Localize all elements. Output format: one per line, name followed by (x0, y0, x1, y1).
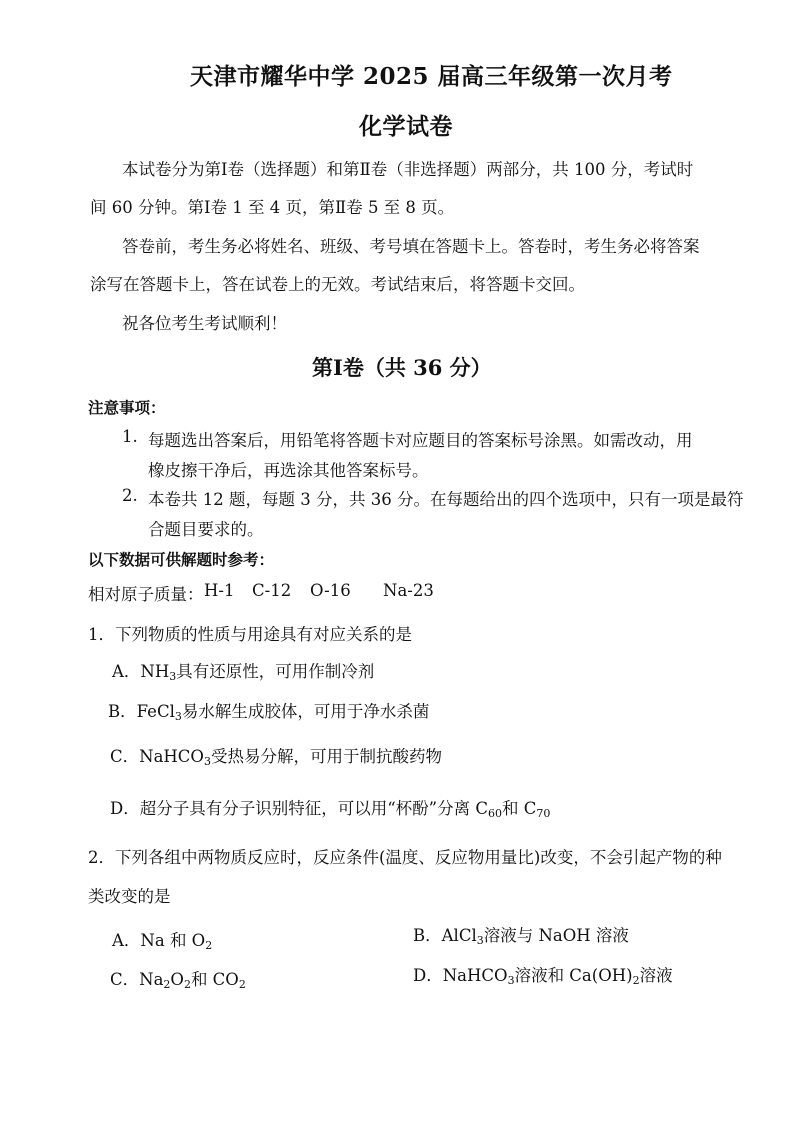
option-text: 超分子具有分子识别特征，可以用“杯酚”分离 C (139, 799, 488, 818)
option-text: 溶液 (639, 966, 673, 985)
intro-line: 间 60 分钟。第Ⅰ卷 1 至 4 页，第Ⅱ卷 5 至 8 页。 (90, 198, 455, 217)
formula: NaHCO (442, 966, 508, 985)
formula: FeCl (136, 702, 175, 721)
subscript: 2 (238, 978, 246, 991)
intro-line: 涂写在答题卡上，答在试卷上的无效。考试结束后，将答题卡交回。 (90, 275, 585, 294)
option-text: 易水解生成胶体，可用于净水杀菌 (181, 702, 430, 721)
option-label: C． (110, 747, 140, 766)
option-label: B． (108, 702, 137, 721)
option-label: D． (110, 799, 140, 818)
question-stem: 类改变的是 (88, 887, 171, 906)
option-d (110, 795, 550, 819)
option-label: A． (112, 931, 141, 950)
option-text: 溶液和 Ca(OH) (514, 966, 633, 985)
question-stem: 2．下列各组中两物质反应时，反应条件(温度、反应物用量比)改变，不会引起产物的种 (88, 848, 722, 867)
option-label: C． (110, 970, 140, 989)
atomic-mass: O-16 (310, 581, 351, 600)
note-text: 合题目要求的。 (148, 520, 264, 539)
subscript: 70 (536, 807, 551, 820)
atomic-mass: H-1 (204, 581, 235, 600)
option-b (413, 922, 629, 946)
option-a (112, 658, 374, 682)
subscript: 2 (183, 978, 191, 991)
option-a (112, 927, 212, 951)
option-text: 具有还原性，可用作制冷剂 (176, 662, 375, 681)
formula: NaHCO (139, 747, 204, 766)
option-text: 溶液与 NaOH 溶液 (483, 926, 629, 945)
formula: Na (139, 970, 164, 989)
note-number: 1. (122, 427, 138, 446)
subscript: 2 (632, 974, 640, 987)
subscript: 2 (163, 978, 171, 991)
formula: AlCl (441, 926, 477, 945)
notes-heading: 注意事项： (88, 398, 166, 417)
option-c (110, 743, 442, 767)
subscript: 2 (205, 939, 213, 952)
formula: NH (140, 662, 170, 681)
note-number: 2. (122, 486, 138, 505)
subscript: 3 (507, 974, 515, 987)
option-text: Na 和 O (140, 931, 206, 950)
subscript: 3 (203, 755, 211, 768)
intro-line: 答卷前，考生务必将姓名、班级、考号填在答题卡上。答卷时，考生务必将答案 (122, 237, 700, 256)
intro-line: 本试卷分为第Ⅰ卷（选择题）和第Ⅱ卷（非选择题）两部分，共 100 分，考试时 (122, 160, 694, 179)
exam-subtitle: 化学试卷 (359, 113, 453, 140)
note-text: 每题选出答案后，用铅笔将答题卡对应题目的答案标号涂黑。如需改动，用 (148, 431, 693, 450)
section-heading: 第Ⅰ卷（共 36 分） (312, 355, 492, 380)
option-text: 受热易分解，可用于制抗酸药物 (210, 747, 442, 766)
question-stem: 1．下列物质的性质与用途具有对应关系的是 (88, 625, 412, 644)
subscript: 3 (169, 670, 177, 683)
reference-label: 相对原子质量： (88, 585, 204, 604)
subscript: 60 (487, 807, 502, 820)
option-label: A． (112, 662, 141, 681)
option-text: 和 CO (190, 970, 239, 989)
intro-line: 祝各位考生考试顺利！ (122, 314, 287, 333)
subscript: 3 (174, 710, 182, 723)
note-text: 本卷共 12 题，每题 3 分，共 36 分。在每题给出的四个选项中，只有一项是最符 (148, 490, 744, 509)
atomic-mass: C-12 (252, 581, 292, 600)
note-text: 橡皮擦干净后，再选涂其他答案标号。 (148, 461, 429, 480)
option-label: D． (413, 966, 443, 985)
reference-heading: 以下数据可供解题时参考： (88, 550, 275, 569)
option-c (110, 966, 246, 990)
atomic-mass: Na-23 (383, 581, 434, 600)
option-text: 和 C (501, 799, 537, 818)
option-d (413, 962, 673, 986)
option-label: B． (413, 926, 442, 945)
option-b (108, 698, 429, 722)
formula: O (170, 970, 184, 989)
subscript: 3 (476, 934, 484, 947)
exam-title: 天津市耀华中学 2025 届高三年级第一次月考 (190, 63, 673, 90)
